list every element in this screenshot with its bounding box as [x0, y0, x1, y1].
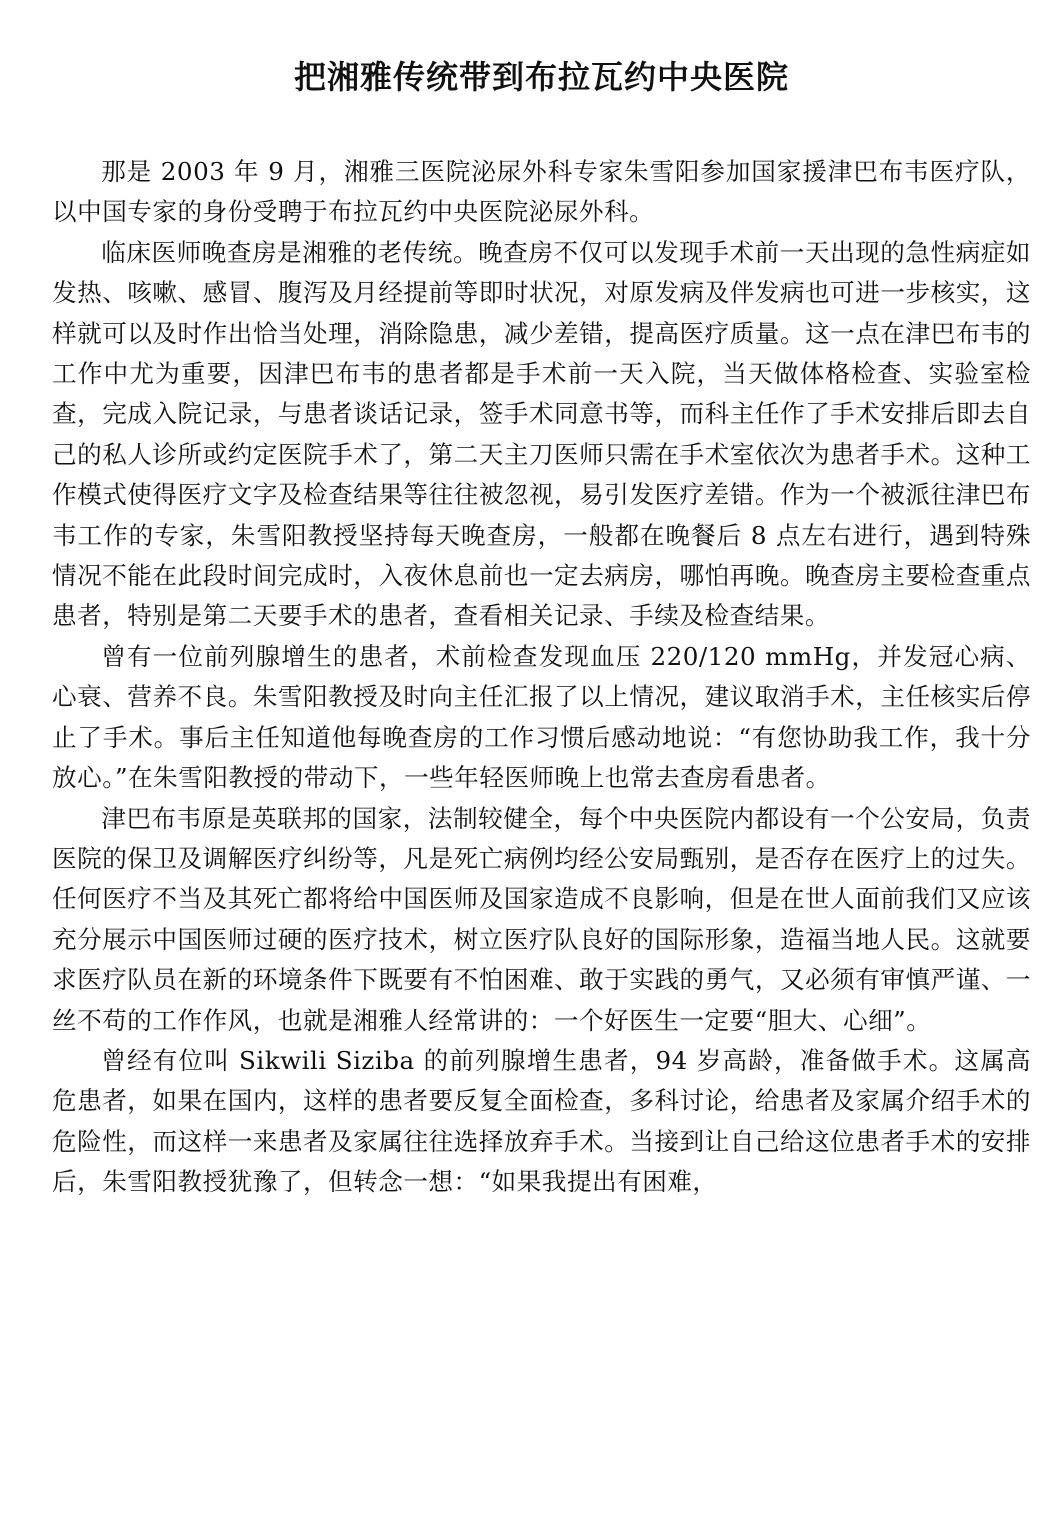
article-title: 把湘雅传统带到布拉瓦约中央医院 [293, 58, 789, 96]
paragraph-3: 曾有一位前列腺增生的患者，术前检查发现血压 220/120 mmHg，并发冠心病、心衰、营养不良。朱雪阳教授及时向主任汇报了以上情况，建议取消手术，主任核实后停止了手术。事后主任知道他每晚查房的工作习惯后感动地说：“有您协助我工作，我十分放心。”在朱雪阳教授的带动下，一些年轻医师晚上也常去查房看患者。 [52, 641, 1031, 793]
paragraph-2: 临床医师晚查房是湘雅的老传统。晚查房不仅可以发现手术前一天出现的急性病症如发热、咳嗽、感冒、腹泻及月经提前等即时状况，对原发病及伴发病也可进一步核实，这样就可以及时作出恰当处理，消除隐患，减少差错，提高医疗质量。这一点在津巴布韦的工作中尤为重要，因津巴布韦的患者都是手术前一天入院，当天做体格检查、实验室检查，完成入院记录，与患者谈话记录，签手术同意书等，而科主任作了手术安排后即去自己的私人诊所或约定医院手术了，第二天主刀医师只需在手术室依次为患者手术。这种工作模式使得医疗文字及检查结果等往往被忽视，易引发医疗差错。作为一个被派往津巴布韦工作的专家，朱雪阳教授坚持每天晚查房，一般都在晚餐后 8 点左右进行，遇到特殊情况不能在此段时间完成时，入夜休息前也一定去病房，哪怕再晚。晚查房主要检查重点患者，特别是第二天要手术的患者，查看相关记录、手续及检查结果。 [52, 237, 1031, 631]
paragraph-1: 那是 2003 年 9 月，湘雅三医院泌尿外科专家朱雪阳参加国家援津巴布韦医疗队，以中国专家的身份受聘于布拉瓦约中央医院泌尿外科。 [52, 157, 1031, 227]
paragraph-4: 津巴布韦原是英联邦的国家，法制较健全，每个中央医院内都设有一个公安局，负责医院的保卫及调解医疗纠纷等，凡是死亡病例均经公安局甄别，是否存在医疗上的过失。任何医疗不当及其死亡都将给中国医师及国家造成不良影响，但是在世人面前我们又应该充分展示中国医师过硬的医疗技术，树立医疗队良好的国际形象，造福当地人民。这就要求医疗队员在新的环境条件下既要有不怕困难、敢于实践的勇气，又必须有审慎严谨、一丝不苟的工作作风，也就是湘雅人经常讲的：一个好医生一定要“胆大、心细”。 [52, 803, 1031, 1035]
paragraph-5: 曾经有位叫 Sikwili Siziba 的前列腺增生患者，94 岁高龄，准备做手术。这属高危患者，如果在国内，这样的患者要反复全面检查，多科讨论，给患者及家属介绍手术的危险性，而这样一来患者及家属往往选择放弃手术。当接到让自己给这位患者手术的安排后，朱雪阳教授犹豫了，但转念一想：“如果我提出有困难， [52, 1045, 1031, 1197]
article-body [52, 152, 1031, 1203]
